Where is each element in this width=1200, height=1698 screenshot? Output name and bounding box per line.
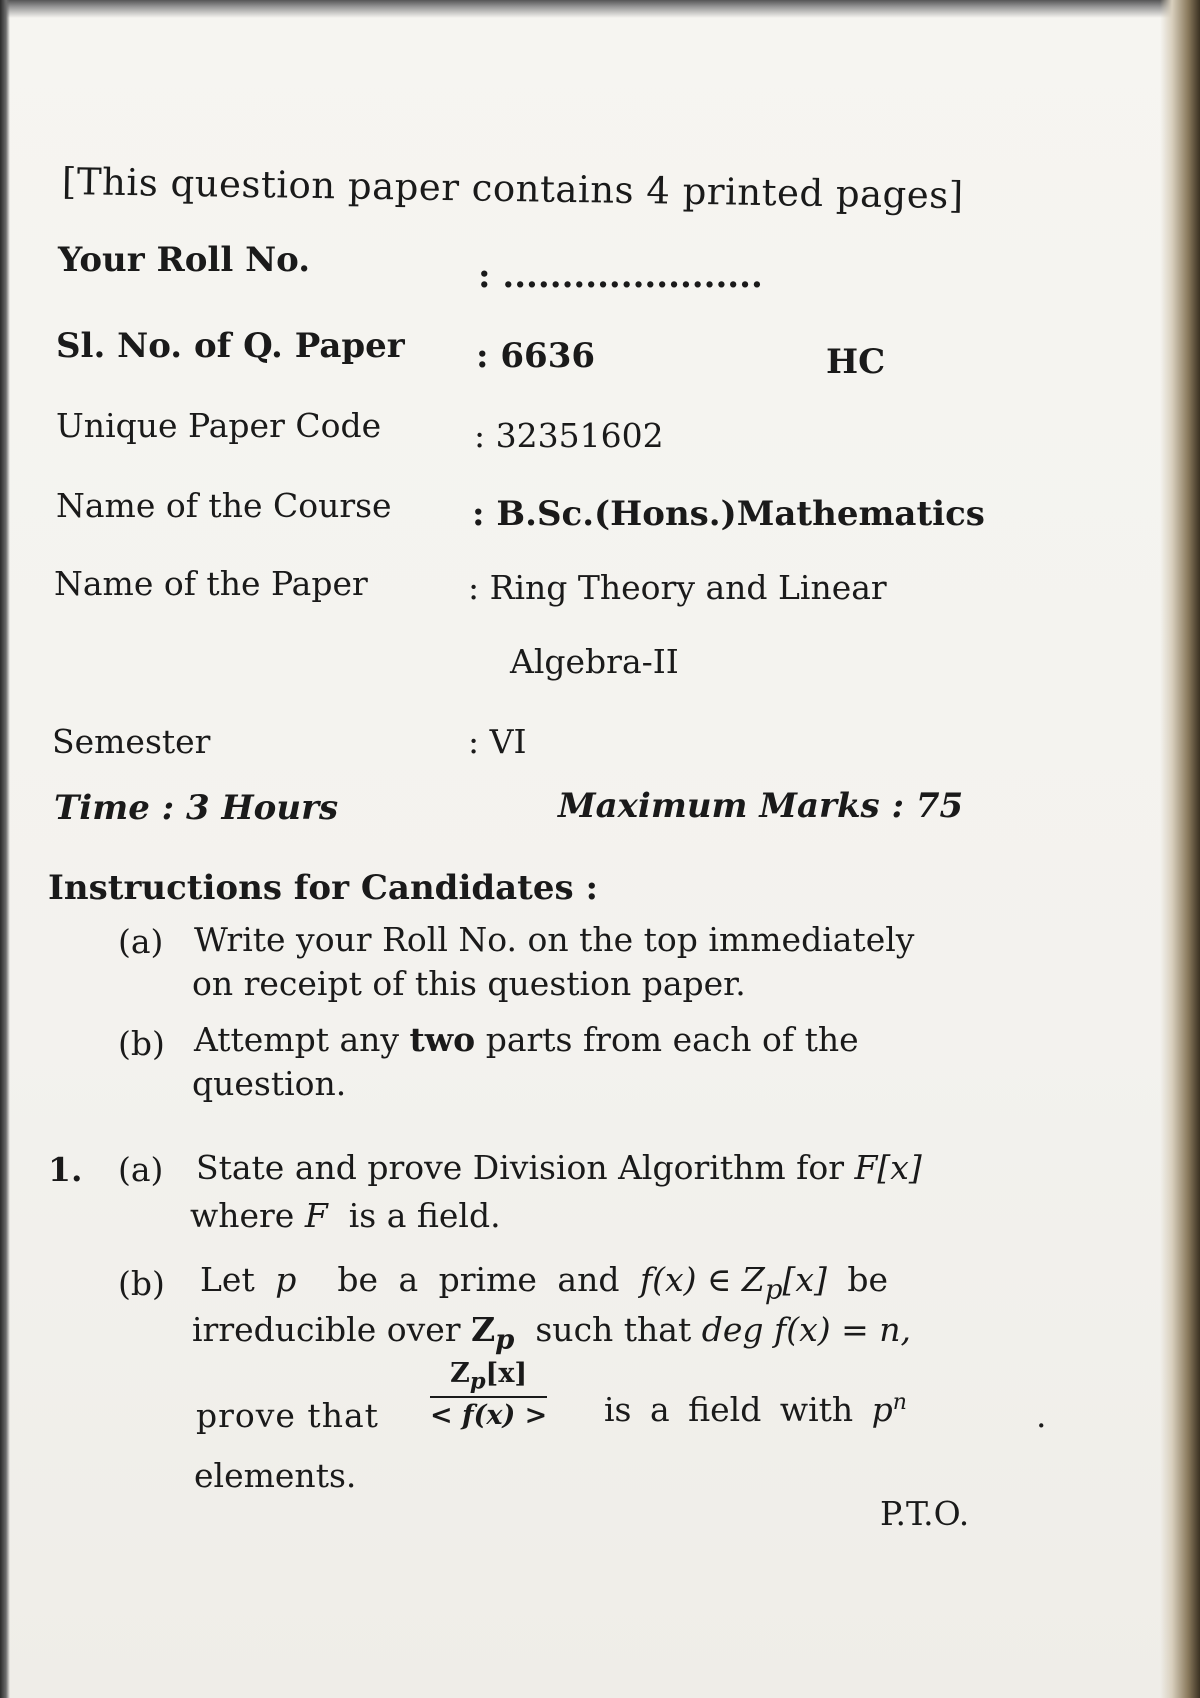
upc-value: : 32351602 (474, 416, 664, 455)
q1-b-marker: (b) (118, 1264, 165, 1303)
sl-no-value: : 6636 (476, 336, 596, 376)
quotient-ring-fraction: $\frac{Z_p[x]}{< f(x) >}$ (430, 1358, 548, 1432)
time-label: Time : 3 Hours (54, 788, 339, 828)
course-label: Name of the Course (56, 486, 392, 525)
sl-no-label: Sl. No. of Q. Paper (56, 326, 405, 366)
semester-value: : VI (468, 722, 527, 761)
q1-b-line2: irreducible over $Z_p$ such that deg f(x) = n, (192, 1310, 911, 1356)
page-shadow-right (1160, 0, 1200, 1698)
q1-b-line3-lead: prove that (196, 1396, 379, 1435)
instruction-a-line1: Write your Roll No. on the top immediately (194, 920, 915, 959)
q1-a-marker: (a) (118, 1150, 164, 1189)
q1-a-line1: State and prove Division Algorithm for F[x] (196, 1148, 922, 1187)
sl-no-code: HC (826, 342, 886, 382)
question-1-number: 1. (48, 1150, 83, 1189)
paper-value-line2: Algebra-II (510, 642, 679, 681)
upc-label: Unique Paper Code (56, 406, 382, 445)
q1-b-line3-dot: . (1036, 1396, 1047, 1435)
instruction-b-marker: (b) (118, 1024, 165, 1063)
page-shadow-top (0, 0, 1200, 18)
page-shadow-left (0, 0, 10, 1698)
q1-b-line3-tail: is a field with $p^n$ (604, 1390, 907, 1429)
instruction-a-line2: on receipt of this question paper. (192, 964, 746, 1003)
paper-label: Name of the Paper (54, 564, 368, 603)
pages-note: [This question paper contains 4 printed pages] (61, 160, 964, 218)
q1-a-line2: where F is a field. (190, 1196, 501, 1235)
please-turn-over: P.T.O. (880, 1494, 970, 1533)
roll-no-label: Your Roll No. (58, 240, 311, 280)
paper-value-line1: : Ring Theory and Linear (468, 568, 887, 607)
course-value: : B.Sc.(Hons.)Mathematics (472, 494, 985, 534)
q1-b-line1: Let p be a prime and f(x) ∈ $Z_p[x]$ be (200, 1260, 889, 1306)
q1-b-line4: elements. (194, 1456, 357, 1495)
semester-label: Semester (52, 722, 211, 761)
max-marks: Maximum Marks : 75 (558, 786, 964, 826)
instruction-b-line2: question. (192, 1064, 347, 1103)
instruction-b-line1: Attempt any two parts from each of the (194, 1020, 859, 1059)
instructions-heading: Instructions for Candidates : (48, 868, 599, 908)
roll-no-value: : ...................... (478, 256, 763, 296)
instruction-a-marker: (a) (118, 922, 164, 961)
